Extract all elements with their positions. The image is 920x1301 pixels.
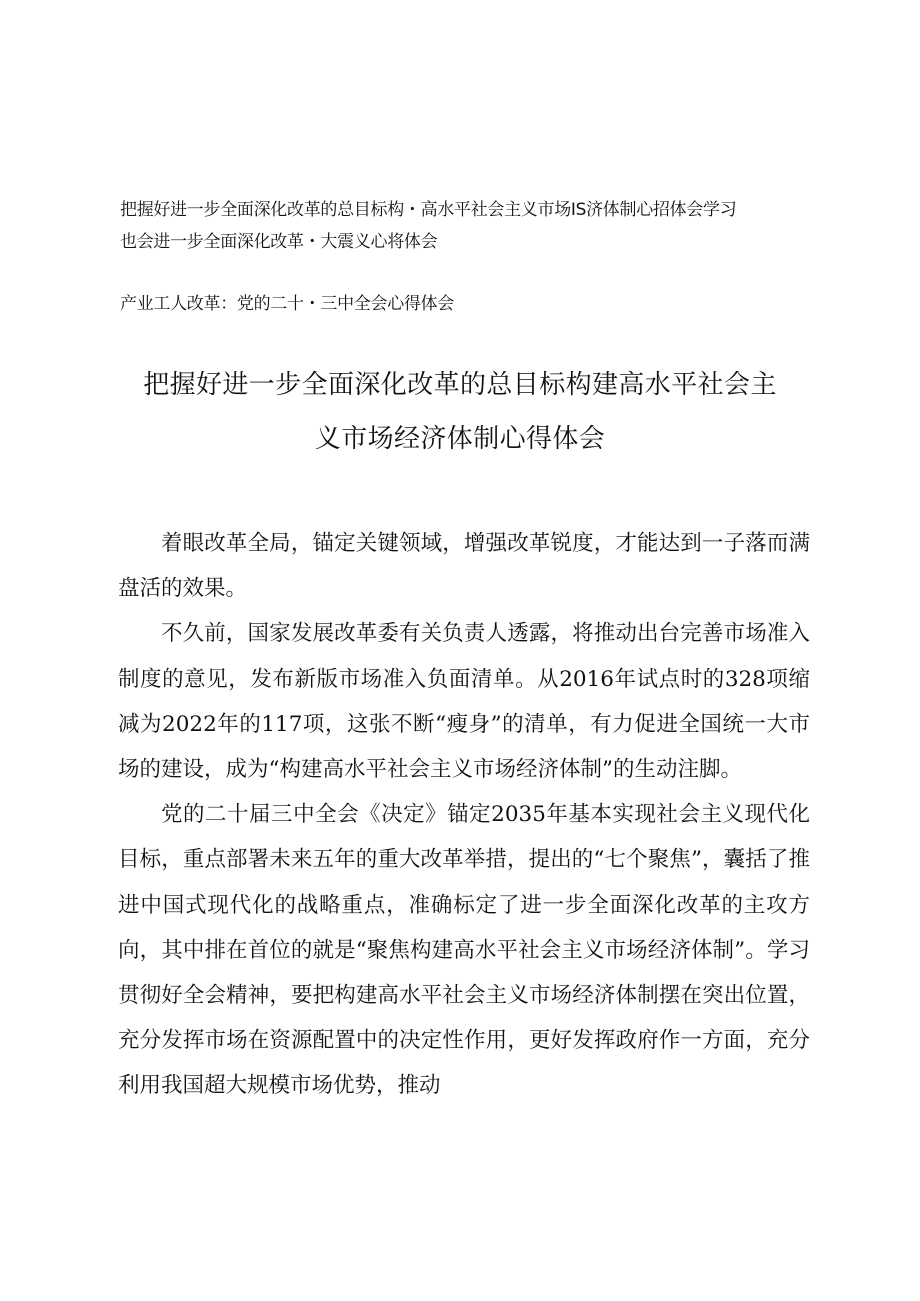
document-subtitle: 产业工人改革：党的二十・三中全会心得体会 [120,294,454,314]
body-paragraph-3: 党的二十届三中全会《决定》锚定2035年基本实现社会主义现代化目标，重点部署未来五年的重大改革举措，提出的“七个聚焦”，囊括了推进中国式现代化的战略重点，准确标定了进一步全面深化改革的主攻方向，其中排在首位的就是“聚焦构建高水平社会主义市场经济体制”。学习贯彻好全会精神，要把构建高水平社会主义市场经济体制摆在突出位置，充分发挥市场在资源配置中的决定性作用，更好发挥政府作一方面，充分利用我国超大规模市场优势，推动 [118,802,810,1099]
header-line-1: 把握好进一步全面深化改革的总目标构・高水平社会主义市场IS济体制心招体会学习 [120,200,737,220]
document-body [118,521,810,1109]
header-line-2: 也会进一步全面深化改革・大震义心将体会 [120,232,438,252]
title-line-2: 义市场经济体制心得体会 [314,424,606,454]
document-title [100,358,820,466]
document-header [120,194,820,258]
body-paragraph-2: 不久前，国家发展改革委有关负责人透露，将推动出台完善市场准入制度的意见，发布新版市场准入负面清单。从2016年试点时的328项缩减为2022年的117项，这张不断“瘦身”的清单，有力促进全国统一大市场的建设，成为“构建高水平社会主义市场经济体制”的生动注脚。 [118,621,810,783]
title-line-1: 把握好进一步全面深化改革的总目标构建高水平社会主 [143,370,777,400]
body-paragraph-1: 着眼改革全局，锚定关键领域，增强改革锐度，才能达到一子落而满盘活的效果。 [118,531,810,602]
